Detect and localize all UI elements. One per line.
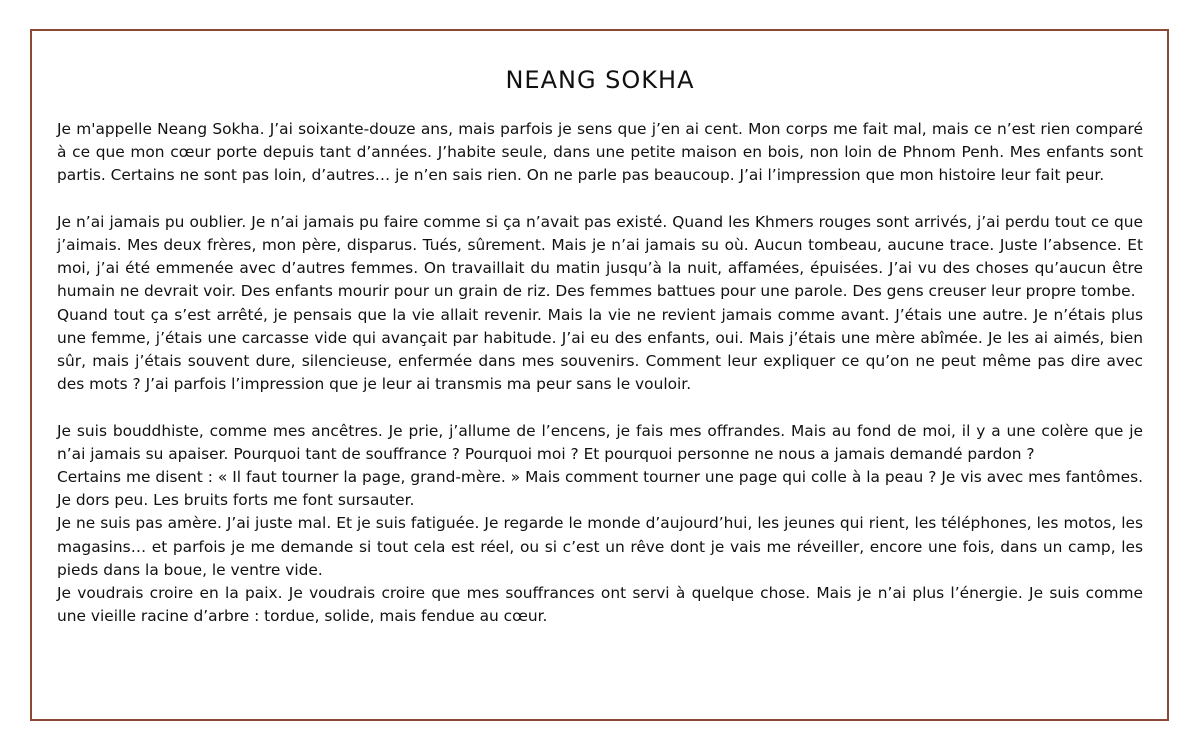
paragraph-intro: Je m'appelle Neang Sokha. J’ai soixante-douze ans, mais parfois je sens que j’en ai cent. Mon corps me fait mal, mais ce n’est rien comparé à ce que mon cœur porte depuis tant d’années. J’habite seule, dans une petite maison en bois, non loin de Phnom Penh. Mes enfants sont partis. Certains ne sont pas loin, d’autres… je n’en sais rien. On ne parle pas beaucoup. J’ai l’impression que mon histoire leur fait peur. <box>57 120 1143 185</box>
paragraph-gap <box>57 396 1143 419</box>
paragraph-fatigue: Je ne suis pas amère. J’ai juste mal. Et je suis fatiguée. Je regarde le monde d’aujourd’hui, les jeunes qui rient, les téléphones, les motos, les magasins… et parfois je me demande si tout cela est réel, ou si c’est un rêve dont je vais me réveiller, encore une fois, dans un camp, les pieds dans la boue, le ventre vide. <box>57 514 1143 579</box>
document-body <box>57 118 1143 628</box>
paragraph-peace: Je voudrais croire en la paix. Je voudrais croire que mes souffrances ont servi à quelque chose. Mais je n’ai plus l’énergie. Je suis comme une vieille racine d’arbre : tordue, solide, mais fendue au cœur. <box>57 584 1143 626</box>
paragraph-ghosts: Certains me disent : « Il faut tourner la page, grand-mère. » Mais comment tourner une page qui colle à la peau ? Je vis avec mes fantômes. Je dors peu. Les bruits forts me font sursauter. <box>57 468 1143 510</box>
document-title: NEANG SOKHA <box>505 66 695 94</box>
paragraph-gap <box>57 188 1143 211</box>
paragraph-faith: Je suis bouddhiste, comme mes ancêtres. Je prie, j’allume de l’encens, je fais mes offrandes. Mais au fond de moi, il y a une colère que je n’ai jamais su apaiser. Pourquoi tant de souffrance ? Pourquoi moi ? Et pourquoi personne ne nous a jamais demandé pardon ? <box>57 421 1143 463</box>
paragraph-memory: Je n’ai jamais pu oublier. Je n’ai jamais pu faire comme si ça n’avait pas existé. Quand les Khmers rouges sont arrivés, j’ai perdu tout ce que j’aimais. Mes deux frères, mon père, disparus. Tués, sûrement. Mais je n’ai jamais su où. Aucun tombeau, aucune trace. Juste l’absence. Et moi, j’ai été emmenée avec d’autres femmes. On travaillait du matin jusqu’à la nuit, affamées, épuisées. J’ai vu des choses qu’aucun être humain ne devrait voir. Des enfants mourir pour un grain de riz. Des femmes battues pour une parole. Des gens creuser leur propre tombe. <box>57 212 1143 301</box>
paragraph-after: Quand tout ça s’est arrêté, je pensais que la vie allait revenir. Mais la vie ne revient jamais comme avant. J’étais une autre. Je n’étais plus une femme, j’étais une carcasse vide qui avançait par habitude. J’ai eu des enfants, oui. Mais j’étais une mère abîmée. Je les ai aimés, bien sûr, mais j’étais souvent dure, silencieuse, enfermée dans mes souvenirs. Comment leur expliquer ce qu’on ne peut même pas dire avec des mots ? J’ai parfois l’impression que je leur ai transmis ma peur sans le vouloir. <box>57 305 1143 394</box>
